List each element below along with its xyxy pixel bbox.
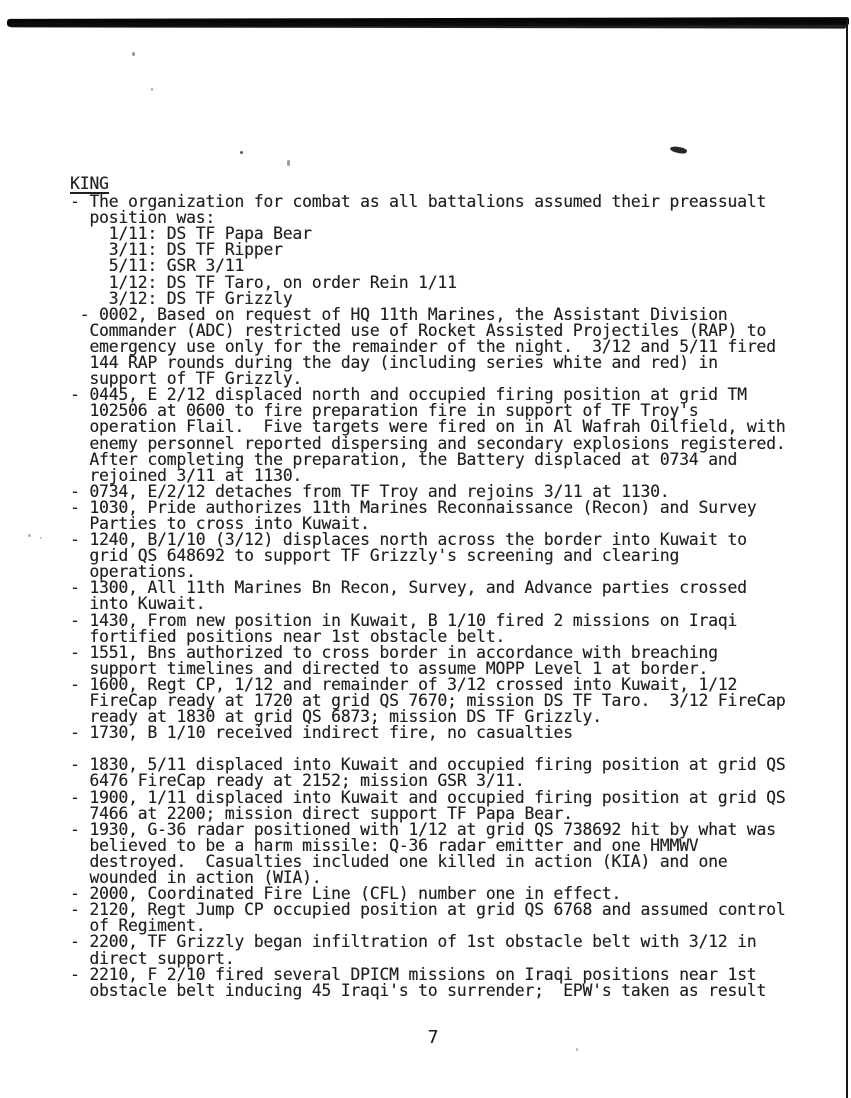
- document-line: 102506 at 0600 to fire preparation fire in support of TF Troy's: [70, 401, 699, 421]
- document-line: 144 RAP rounds during the day (including series white and red) in: [70, 353, 718, 373]
- document-line: - 2210, F 2/10 fired several DPICM missions on Iraqi positions near 1st: [70, 964, 757, 984]
- document-line: - The organization for combat as all battalions assumed their preassualt: [70, 192, 767, 212]
- document-line: - 1030, Pride authorizes 11th Marines Reconnaissance (Recon) and Survey: [70, 497, 757, 517]
- document-line: - 1600, Regt CP, 1/12 and remainder of 3/12 crossed into Kuwait, 1/12: [70, 674, 738, 694]
- document-line: - 2120, Regt Jump CP occupied position at grid QS 6768 and assumed control: [70, 900, 786, 920]
- section-heading: KING: [70, 174, 109, 193]
- document-line: ready at 1830 at grid QS 6873; mission DS TF Grizzly.: [70, 707, 602, 727]
- document-line: - 1900, 1/11 displaced into Kuwait and occupied firing position at grid QS: [70, 787, 786, 807]
- document-line: fortified positions near 1st obstacle belt.: [70, 626, 506, 646]
- document-body: [70, 194, 810, 999]
- scan-speck: [40, 537, 42, 539]
- document-line: After completing the preparation, the Battery displaced at 0734 and: [70, 449, 738, 469]
- document-line: 7466 at 2200; mission direct support TF Papa Bear.: [70, 803, 573, 823]
- scan-edge-artifact-top-2: [10, 22, 846, 28]
- scan-speck: [576, 1048, 578, 1051]
- document-line: - 1430, From new position in Kuwait, B 1/10 fired 2 missions on Iraqi: [70, 610, 738, 630]
- document-line: 3/12: DS TF Grizzly: [70, 288, 293, 308]
- document-line: 1/12: DS TF Taro, on order Rein 1/11: [70, 272, 457, 292]
- document-line: grid QS 648692 to support TF Grizzly's screening and clearing: [70, 546, 680, 566]
- document-line: destroyed. Casualties included one killed in action (KIA) and one: [70, 851, 728, 871]
- document-line: - 1830, 5/11 displaced into Kuwait and occupied firing position at grid QS: [70, 755, 786, 775]
- document-line: enemy personnel reported dispersing and secondary explosions registered.: [70, 433, 786, 453]
- document-line: - 1240, B/1/10 (3/12) displaces north across the border into Kuwait to: [70, 530, 747, 550]
- document-line: - 1300, All 11th Marines Bn Recon, Survey, and Advance parties crossed: [70, 578, 747, 598]
- document-line: into Kuwait.: [70, 594, 206, 614]
- document-line: - 2000, Coordinated Fire Line (CFL) number one in effect.: [70, 884, 622, 904]
- scan-edge-artifact-right: [846, 20, 848, 1098]
- document-line: FireCap ready at 1720 at grid QS 7670; mission DS TF Taro. 3/12 FireCap: [70, 691, 786, 710]
- document-line: direct support.: [70, 948, 235, 968]
- document-line: Parties to cross into Kuwait.: [70, 513, 370, 533]
- document-line: - 1551, Bns authorized to cross border in accordance with breaching: [70, 642, 718, 662]
- document-line: operation Flail. Five targets were fired on in Al Wafrah Oilfield, with: [70, 417, 786, 437]
- document-line: operations.: [70, 562, 196, 582]
- document-line: - 0445, E 2/12 displaced north and occupied firing position at grid TM: [70, 385, 747, 405]
- scan-speck: [132, 52, 135, 56]
- document-line: - 2200, TF Grizzly began infiltration of 1st obstacle belt with 3/12 in: [70, 932, 757, 952]
- document-line: - 1730, B 1/10 received indirect fire, no casualties: [70, 723, 573, 743]
- document-line: Commander (ADC) restricted use of Rocket Assisted Projectiles (RAP) to: [70, 320, 767, 340]
- document-line: rejoined 3/11 at 1130.: [70, 465, 303, 485]
- document-line: believed to be a harm missile: Q-36 radar emitter and one HMMWV: [70, 835, 699, 855]
- typewritten-text-block: [70, 176, 810, 999]
- document-line: - 0734, E/2/12 detaches from TF Troy and rejoins 3/11 at 1130.: [70, 481, 670, 501]
- scan-speck: [240, 151, 243, 154]
- document-line: emergency use only for the remainder of the night. 3/12 and 5/11 fired: [70, 336, 776, 356]
- document-line: wounded in action (WIA).: [70, 868, 322, 888]
- document-line: - 1930, G-36 radar positioned with 1/12 at grid QS 738692 hit by what was: [70, 819, 776, 839]
- document-line: - 0002, Based on request of HQ 11th Marines, the Assistant Division: [70, 304, 728, 324]
- document-line: 5/11: GSR 3/11: [70, 256, 245, 276]
- document-line: support timelines and directed to assume MOPP Level 1 at border.: [70, 658, 709, 678]
- page-number: 7: [427, 1027, 439, 1048]
- scan-speck: [287, 160, 290, 166]
- document-line: 6476 FireCap ready at 2152; mission GSR 3/11.: [70, 771, 525, 791]
- scan-smudge: [670, 145, 688, 154]
- scan-speck: [28, 534, 31, 537]
- document-line: of Regiment.: [70, 916, 206, 936]
- document-line: 3/11: DS TF Ripper: [70, 240, 283, 260]
- document-line: obstacle belt inducing 45 Iraqi's to surrender; EPW's taken as result: [70, 980, 767, 1000]
- scan-speck: [151, 88, 153, 91]
- document-line: support of TF Grizzly.: [70, 369, 303, 389]
- document-line: position was:: [70, 208, 216, 228]
- document-line: 1/11: DS TF Papa Bear: [70, 224, 312, 244]
